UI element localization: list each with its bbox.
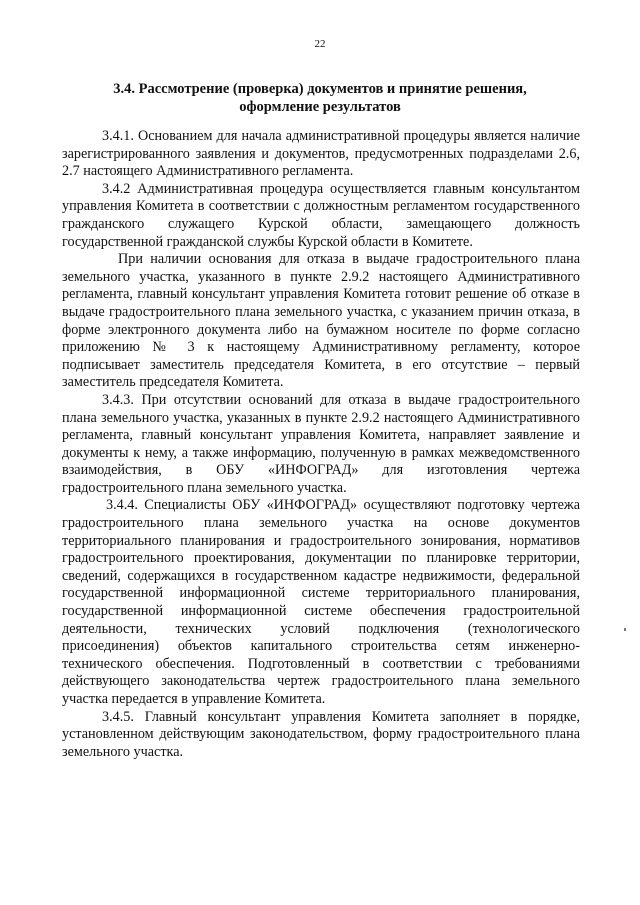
paragraph-3-4-3: 3.4.3. При отсутствии оснований для отказа в выдаче градостроительного плана земельного участка, указанных в пункте 2.9.2 настоящего Административного регламента, главный консультант управления Комитета, направляет заявление и документы к нему, а также информацию, полученную в рамках межведомственного взаимодействия, в ОБУ «ИНФОГРАД» для изготовления чертежа градостроительного плана земельного участка. <box>62 391 580 496</box>
paragraph-3-4-5: 3.4.5. Главный консультант управления Комитета заполняет в порядке, установленном действующим законодательством, форму градостроительного плана земельного участка. <box>62 708 580 760</box>
section-title-line-1: 3.4. Рассмотрение (проверка) документов и принятие решения, <box>113 81 527 97</box>
section-title-line-2: оформление результатов <box>239 99 401 115</box>
paragraph-3-4-1: 3.4.1. Основанием для начала административной процедуры является наличие зарегистрированного заявления и документов, предусмотренных подразделами 2.6, 2.7 настоящего Административного регламента. <box>62 128 580 180</box>
paragraph-refusal-grounds: При наличии основания для отказа в выдаче градостроительного плана земельного участка, указанного в пункте 2.9.2 настоящего Административного регламента, главный консультант управления Комитета готовит решение об отказе в выдаче градостроительного плана земельного участка, с указанием причин отказа, в форме электронного документа либо на бумажном носителе по форме согласно приложению № 3 к настоящему Административному регламенту, которое подписывает заместитель председателя Комитета, в его отсутствие – первый заместитель председателя Комитета. <box>62 251 580 391</box>
paragraph-3-4-2: 3.4.2 Административная процедура осуществляется главным консультантом управления Комитета в соответствии с должностным регламентом государственного гражданского служащего Курской области, замещающего должность государственной гражданской службы Курской области в Комитете. <box>62 180 580 250</box>
paragraph-3-4-4: 3.4.4. Специалисты ОБУ «ИНФОГРАД» осуществляют подготовку чертежа градостроительного плана земельного участка на основе документов территориального планирования и градостроительного зонирования, нормативов градостроительного проектирования, документации по планировке территории, сведений, содержащихся в государственном кадастре недвижимости, федеральной государственной информационной системе территориального планирования, государственной информационной системе обеспечения градостроительной деятельности, технических условий подключения (технологического присоединения) объектов капитального строительства сетям инженерно-технического обеспечения. Подготовленный в соответствии с требованиями действующего законодательства чертеж градостроительного плана земельного участка передается в управление Комитета. <box>62 497 580 707</box>
body-text <box>62 128 580 761</box>
section-title <box>60 80 580 116</box>
page-number: 22 <box>314 38 326 50</box>
margin-mark <box>624 628 626 631</box>
